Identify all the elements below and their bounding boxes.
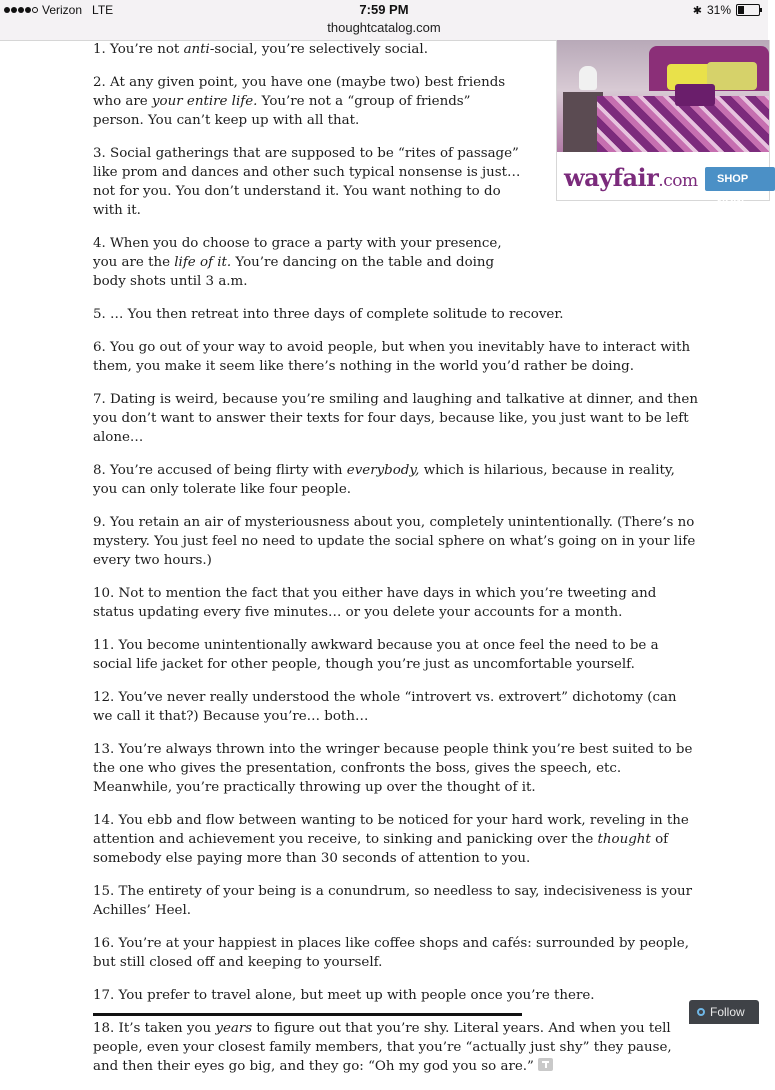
list-item: 14. You ebb and flow between wanting to be noticed for your hard work, reveling in the attention and achievement you receive, to sinking and panicking over the thought of somebody else paying more than 30 seconds of attention to you. (93, 813, 689, 866)
follow-button[interactable] (689, 1000, 759, 1024)
list-item: 4. When you do choose to grace a party with your presence, you are the life of it. You’re dancing on the table and doing body shots until 3 a.m. (93, 236, 502, 289)
list-item: 11. You become unintentionally awkward because you at once feel the need to be a social life jacket for other people, though you’re just as uncomfortable yourself. (93, 638, 659, 672)
divider (93, 1013, 522, 1016)
list-item: 2. At any given point, you have one (maybe two) best friends who are your entire life. You’re not a “group of friends” person. You can’t keep up with all that. (93, 75, 506, 128)
follow-icon (697, 1008, 705, 1016)
shop-now-button[interactable]: SHOP NOW (705, 167, 775, 191)
clock: 7:59 PM (359, 2, 409, 17)
list-item: 6. You go out of your way to avoid people, but when you inevitably have to interact with them, you make it seem like there’s nothing in the world you’d rather be doing. (93, 340, 691, 374)
carrier-name: Verizon (42, 3, 83, 17)
ad-bedroom-image[interactable] (557, 40, 769, 152)
battery-icon (736, 4, 760, 16)
status-bar (0, 0, 768, 41)
list-item: 12. You’ve never really understood the whole “introvert vs. extrovert” dichotomy (can we call it that?) Because you’re… both… (93, 690, 677, 724)
list-item: 1. You’re not anti-social, you’re selectively social. (93, 42, 428, 57)
bluetooth-icon: ✱ (692, 4, 702, 17)
list-item: 16. You’re at your happiest in places like coffee shops and cafés: surrounded by people, but still closed off and keeping to yourself. (93, 936, 689, 970)
battery-info (693, 3, 760, 17)
list-item: 8. You’re accused of being flirty with everybody, which is hilarious, because in reality, you can only tolerate like four people. (93, 463, 675, 497)
wayfair-logo[interactable]: wayfair.com (564, 163, 698, 192)
list-item: 15. The entirety of your being is a conundrum, so needless to say, indecisiveness is your Achilles’ Heel. (93, 884, 693, 918)
list-item: 3. Social gatherings that are supposed to be “rites of passage” like prom and dances and other such typical nonsense is just… not for you. You don’t understand it. You want nothing to do with it. (93, 146, 521, 218)
list-item: 9. You retain an air of mysteriousness about you, completely unintentionally. (There’s no mystery. You just feel no need to update the social sphere on what’s going on in your life every two hours.) (93, 515, 696, 568)
follow-label: Follow (710, 1005, 745, 1019)
wayfair-ad[interactable] (556, 40, 770, 209)
list-item: 17. You prefer to travel alone, but meet up with people once you’re there. (93, 988, 595, 1003)
share-icon[interactable] (538, 1058, 553, 1071)
address-bar-url[interactable]: thoughtcatalog.com (327, 20, 441, 35)
network-type: LTE (92, 3, 114, 17)
list-item: 7. Dating is weird, because you’re smiling and laughing and talkative at dinner, and then you don’t want to answer their texts for four days, because like, you just want to be left alone… (93, 392, 698, 445)
list-item: 18. It’s taken you years to figure out that you’re shy. Literal years. And when you tell people, even your closest family members, that you’re “actually just shy” they pause, and then their eyes go big, and they go: “Oh my god you so are.” (93, 1021, 672, 1074)
battery-percent: 31% (706, 3, 731, 17)
list-item: 5. … You then retreat into three days of complete solitude to recover. (93, 307, 564, 322)
list-item: 13. You’re always thrown into the wringer because people think you’re best suited to be the one who gives the presentation, confronts the boss, gives the speech, etc. Meanwhile, you’re practically throwing up over the thought of it. (93, 742, 693, 795)
list-item: 10. Not to mention the fact that you either have days in which you’re tweeting and status updating every five minutes… or you delete your accounts for a month. (93, 586, 657, 620)
